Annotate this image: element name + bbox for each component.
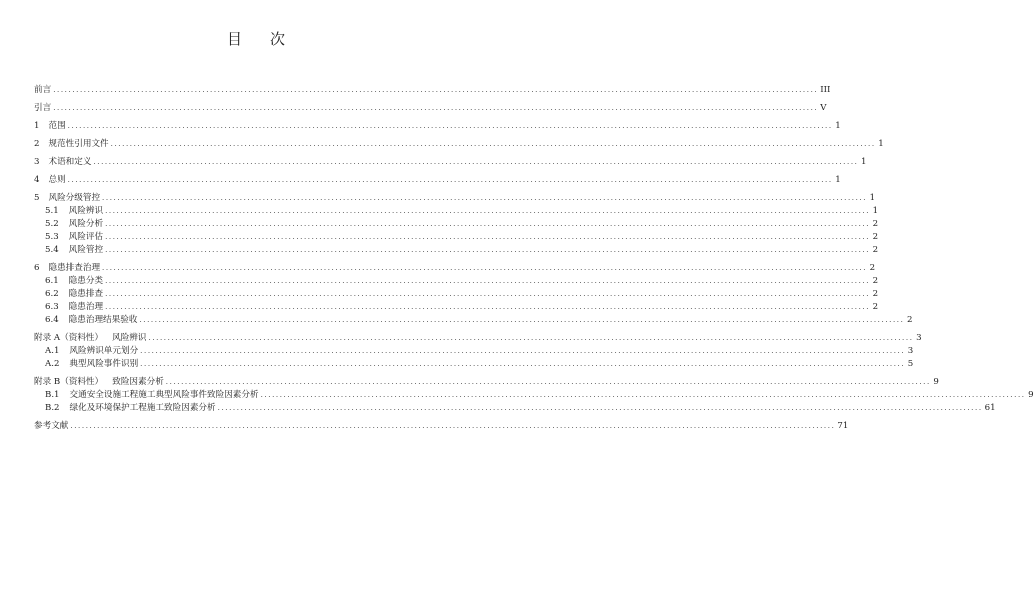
- toc-entry-number: 6.1: [45, 276, 59, 286]
- toc-entry[interactable]: [34, 358, 914, 371]
- toc-entry-number: A.1: [45, 346, 60, 356]
- toc-entry-label: 隐患治理: [68, 302, 104, 312]
- toc-entry-label: 绿化及环境保护工程施工致险因素分析: [69, 403, 216, 413]
- dot-leader: ........................................................................................................................................................................................................: [148, 334, 914, 342]
- dot-leader: ........................................................................................................................................................................................................: [105, 277, 871, 285]
- dot-leader: ........................................................................................................................................................................................................: [70, 422, 836, 430]
- toc-entry-label: 隐患排查治理: [48, 263, 101, 273]
- toc-entry-page: III: [820, 85, 831, 95]
- toc-entry-page: 1: [878, 139, 884, 149]
- toc-entry-label: 隐患治理结果验收: [68, 315, 138, 325]
- toc-entry[interactable]: [34, 314, 913, 327]
- dot-leader: ........................................................................................................................................................................................................: [105, 220, 871, 228]
- toc-entry-number: 5.2: [45, 219, 59, 229]
- toc-entry-page: 1: [861, 157, 867, 167]
- toc-entry-number: B.2: [45, 403, 60, 413]
- toc-entry-label: 交通安全设施工程施工典型风险事件致险因素分析: [69, 390, 259, 400]
- toc-entry-page: 71: [837, 421, 849, 431]
- dot-leader: ........................................................................................................................................................................................................: [139, 316, 905, 324]
- toc-entry[interactable]: [34, 231, 879, 244]
- toc-entry-number: 1: [34, 121, 40, 131]
- toc-entry[interactable]: [34, 420, 849, 433]
- dot-leader: ........................................................................................................................................................................................................: [105, 233, 871, 241]
- dot-leader: ........................................................................................................................................................................................................: [102, 264, 868, 272]
- toc-entry-page: 2: [869, 263, 876, 273]
- toc-entry-page: 3: [916, 333, 922, 343]
- toc-entry-page: 3: [907, 346, 914, 356]
- toc-entry-label: 术语和定义: [48, 157, 92, 167]
- toc-entry[interactable]: [34, 174, 841, 187]
- toc-entry-number: A.2: [45, 359, 60, 369]
- toc-entry-page: 2: [872, 289, 879, 299]
- toc-entry-label: 典型风险事件识别: [69, 359, 139, 369]
- toc-entry-label: 范围: [48, 121, 66, 131]
- dot-leader: ........................................................................................................................................................................................................: [105, 207, 871, 215]
- toc-entry[interactable]: [34, 205, 879, 218]
- toc-entry[interactable]: [34, 102, 827, 115]
- toc-entry-number: 5.3: [45, 232, 59, 242]
- toc-entry[interactable]: [34, 402, 996, 415]
- toc-entry[interactable]: [34, 218, 879, 231]
- toc-entry[interactable]: [34, 288, 879, 301]
- toc-entry-number: 5: [34, 193, 40, 203]
- toc-entry[interactable]: [34, 376, 939, 389]
- toc-entry[interactable]: [34, 244, 879, 257]
- toc-entry-number: B.1: [45, 390, 60, 400]
- toc-entry-number: 附录 B（资料性）: [34, 377, 104, 387]
- dot-leader: ........................................................................................................................................................................................................: [217, 404, 983, 412]
- toc-entry[interactable]: [34, 192, 876, 205]
- dot-leader: ........................................................................................................................................................................................................: [105, 303, 871, 311]
- title-char-1: 目: [226, 30, 244, 48]
- toc-entry-number: 6.3: [45, 302, 59, 312]
- toc-entry-page: 2: [872, 219, 879, 229]
- toc-entry-number: 5.1: [45, 206, 59, 216]
- toc-entry-label: 参考文献: [34, 421, 69, 431]
- table-of-contents: [34, 84, 1034, 433]
- toc-entry-label: 风险评估: [68, 232, 104, 242]
- toc-entry-page: 2: [872, 302, 879, 312]
- toc-entry-number: 6.2: [45, 289, 59, 299]
- toc-entry-number: 6.4: [45, 315, 59, 325]
- toc-entry-page: 61: [984, 403, 996, 413]
- toc-entry-label: 风险辨识: [68, 206, 104, 216]
- toc-entry-label: 风险辨识: [112, 333, 147, 343]
- dot-leader: ........................................................................................................................................................................................................: [110, 140, 876, 148]
- toc-entry-label: 风险分析: [68, 219, 104, 229]
- toc-entry-number: 2: [34, 139, 40, 149]
- toc-entry-number: 3: [34, 157, 40, 167]
- toc-entry[interactable]: [34, 156, 867, 169]
- toc-entry-label: 隐患分类: [68, 276, 104, 286]
- toc-entry-label: 隐患排查: [68, 289, 104, 299]
- dot-leader: ........................................................................................................................................................................................................: [140, 347, 906, 355]
- toc-entry-label: 风险管控: [68, 245, 104, 255]
- toc-entry-page: 2: [872, 245, 879, 255]
- toc-entry-page: 2: [907, 315, 913, 325]
- toc-entry[interactable]: [34, 301, 879, 314]
- dot-leader: ........................................................................................................................................................................................................: [67, 176, 833, 184]
- toc-entry[interactable]: [34, 275, 879, 288]
- page-title: [0, 28, 514, 49]
- toc-entry-number: 5.4: [45, 245, 59, 255]
- dot-leader: ........................................................................................................................................................................................................: [105, 290, 871, 298]
- toc-entry[interactable]: [34, 138, 884, 151]
- dot-leader: ........................................................................................................................................................................................................: [53, 86, 819, 94]
- dot-leader: ........................................................................................................................................................................................................: [53, 104, 819, 112]
- toc-entry-label: 风险分级管控: [48, 193, 101, 203]
- dot-leader: ........................................................................................................................................................................................................: [260, 391, 1026, 399]
- toc-entry-number: 6: [34, 263, 40, 273]
- toc-entry[interactable]: [34, 332, 922, 345]
- dot-leader: ........................................................................................................................................................................................................: [102, 194, 868, 202]
- toc-entry[interactable]: [34, 120, 841, 133]
- toc-entry-page: 9: [933, 377, 939, 387]
- toc-entry-number: 4: [34, 175, 40, 185]
- toc-entry-page: 1: [835, 121, 841, 131]
- toc-entry-page: 2: [872, 232, 879, 242]
- toc-entry[interactable]: [34, 389, 1034, 402]
- title-char-2: 次: [270, 30, 288, 48]
- dot-leader: ........................................................................................................................................................................................................: [67, 122, 833, 130]
- toc-entry-page: 5: [907, 359, 914, 369]
- toc-entry-page: 2: [872, 276, 879, 286]
- dot-leader: ........................................................................................................................................................................................................: [93, 158, 859, 166]
- toc-entry[interactable]: [34, 84, 831, 97]
- toc-entry-label: 风险辨识单元划分: [69, 346, 139, 356]
- toc-entry-page: 9: [1028, 390, 1034, 400]
- toc-entry-label: 致险因素分析: [112, 377, 164, 387]
- toc-entry-page: 1: [869, 193, 876, 203]
- toc-entry-label: 规范性引用文件: [48, 139, 109, 149]
- toc-entry-label: 前言: [34, 85, 52, 95]
- toc-entry-number: 附录 A（资料性）: [34, 333, 104, 343]
- toc-entry[interactable]: [34, 345, 914, 358]
- toc-entry-page: 1: [872, 206, 879, 216]
- toc-entry-label: 引言: [34, 103, 52, 113]
- toc-entry-page: V: [820, 103, 827, 113]
- dot-leader: ........................................................................................................................................................................................................: [165, 378, 931, 386]
- toc-entry-label: 总则: [48, 175, 66, 185]
- dot-leader: ........................................................................................................................................................................................................: [105, 246, 871, 254]
- toc-entry-page: 1: [835, 175, 841, 185]
- toc-entry[interactable]: [34, 262, 876, 275]
- dot-leader: ........................................................................................................................................................................................................: [140, 360, 906, 368]
